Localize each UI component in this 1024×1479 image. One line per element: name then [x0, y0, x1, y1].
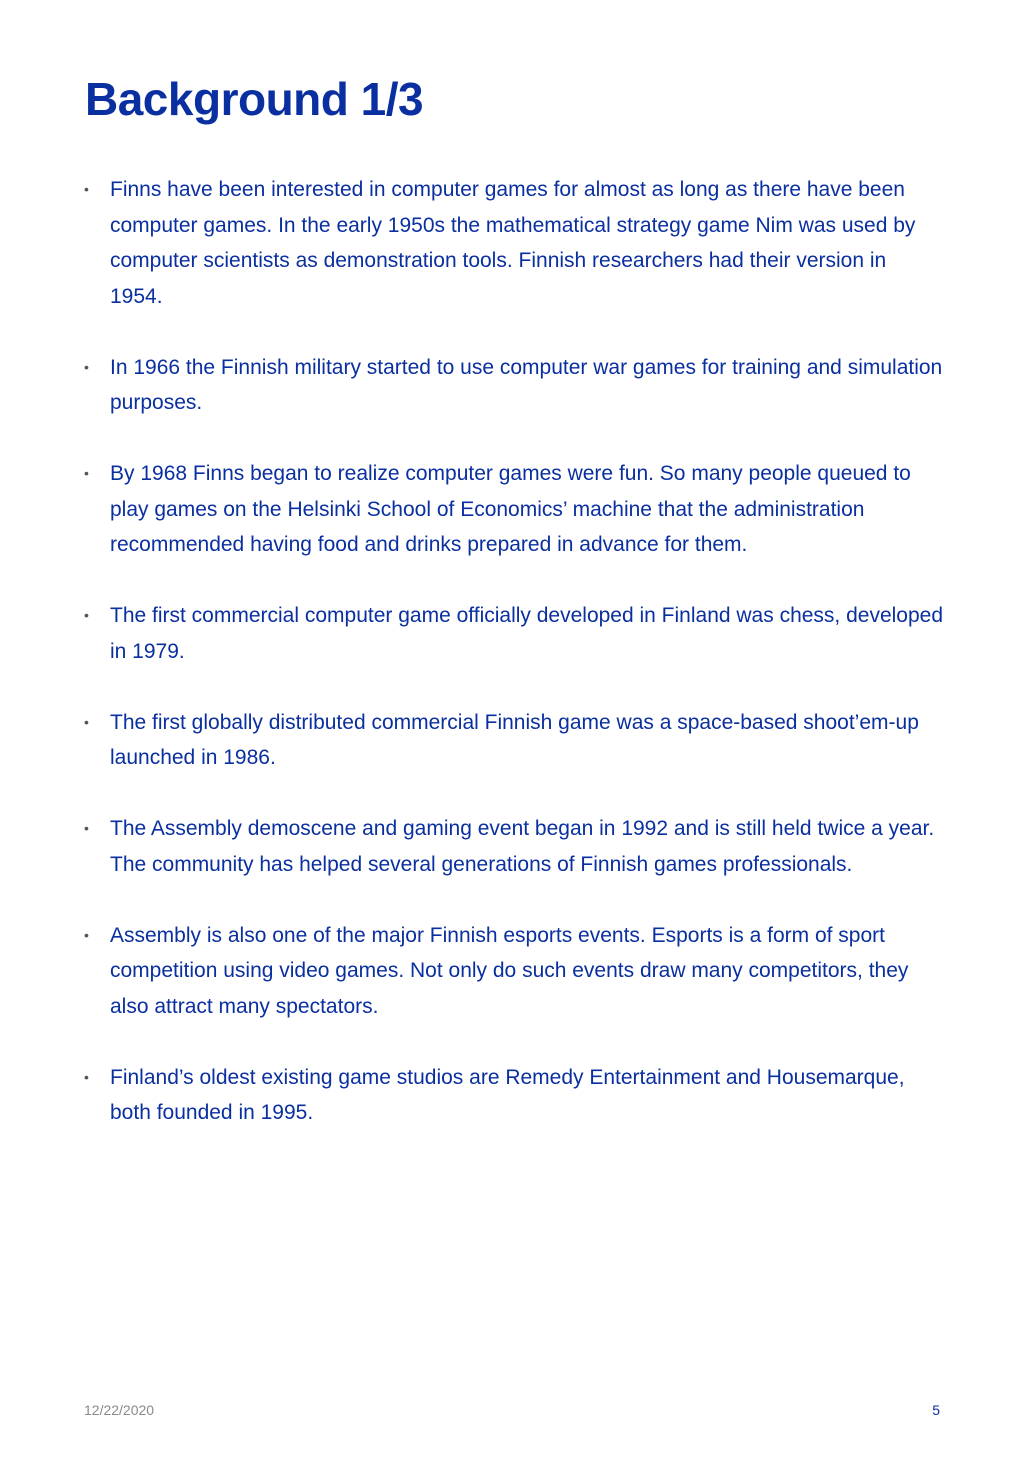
bullet-item: [84, 811, 944, 882]
bullet-dot-icon: •: [84, 820, 89, 836]
bullet-dot-icon: •: [84, 607, 89, 623]
bullet-text: The Assembly demoscene and gaming event began in 1992 and is still held twice a year. The community has helped several generations of Finnish games professionals.: [110, 817, 935, 876]
bullet-text: Finns have been interested in computer games for almost as long as there have been computer games. In the early 1950s the mathematical strategy game Nim was used by computer scientists as demonstration tools. Finnish researchers had their version in 1954.: [110, 178, 916, 308]
bullet-dot-icon: •: [84, 926, 89, 943]
bullet-text: In 1966 the Finnish military started to use computer war games for training and simulation purposes.: [110, 355, 943, 414]
bullet-text: The first commercial computer game officially developed in Finland was chess, developed in 1979.: [110, 604, 944, 663]
bullet-dot-icon: •: [84, 358, 89, 375]
bullet-text: Assembly is also one of the major Finnish esports events. Esports is a form of sport competition using video games. Not only do such events draw many competitors, they also attract many spectators.: [110, 923, 909, 1018]
bullet-text: Finland’s oldest existing game studios are Remedy Entertainment and Housemarque, both founded in 1995.: [110, 1065, 905, 1124]
bullet-list: [84, 172, 944, 1166]
slide-title: Background 1/3: [85, 73, 424, 125]
footer-page-number: 5: [932, 1402, 940, 1418]
bullet-item: [84, 705, 944, 776]
bullet-item: [84, 918, 944, 1025]
bullet-dot-icon: •: [84, 1068, 89, 1085]
bullet-text: The first globally distributed commercial Finnish game was a space-based shoot’em-up launched in 1986.: [110, 710, 919, 769]
bullet-dot-icon: •: [84, 465, 89, 481]
bullet-dot-icon: •: [84, 713, 89, 730]
bullet-item: [84, 456, 944, 563]
bullet-item: [84, 598, 944, 669]
footer-date: 12/22/2020: [84, 1402, 155, 1418]
bullet-dot-icon: •: [84, 181, 89, 197]
bullet-item: [84, 172, 944, 314]
bullet-text: By 1968 Finns began to realize computer games were fun. So many people queued to play games on the Helsinki School of Economics’ machine that the administration recommended having food and drinks prepared in advance for them.: [110, 462, 911, 556]
bullet-item: [84, 350, 944, 421]
bullet-item: [84, 1060, 944, 1131]
